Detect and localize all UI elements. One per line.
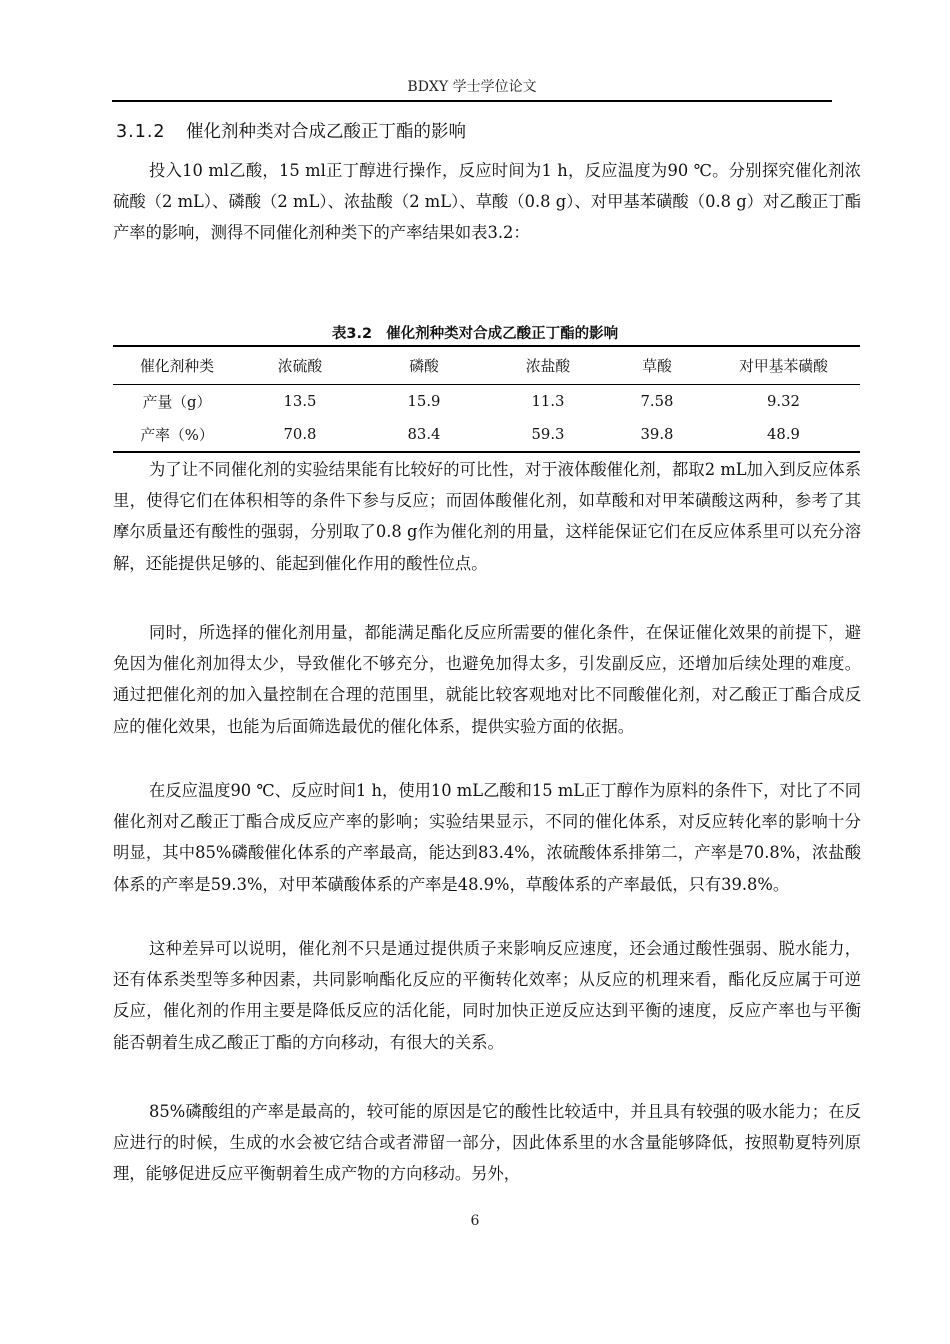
header-rule <box>112 100 832 102</box>
section-heading <box>116 118 466 143</box>
table-cell: 产率（%） <box>113 418 241 452</box>
table-cell: 产量（g） <box>142 393 212 411</box>
table-header-row <box>113 346 860 384</box>
section-number: 3.1.2 <box>116 122 166 142</box>
section-title: 催化剂种类对合成乙酸正丁酯的影响 <box>186 122 466 142</box>
table-header-cell: 磷酸 <box>359 346 489 384</box>
body-paragraph: 同时，所选择的催化剂用量，都能满足酯化反应所需要的催化条件，在保证催化效果的前提下，避免因为催化剂加得太少，导致催化不够充分，也避免加得太多，引发副反应，还增加后续处理的难度。通过把催化剂的加入量控制在合理的范围里，就能比较客观地对比不同酸催化剂，对乙酸正丁酯合成反应的催化效果，也能为后面筛选最优的催化体系，提供实验方面的依据。 <box>113 623 861 736</box>
table-caption-number: 表3.2 <box>331 326 373 342</box>
table-cell: 13.5 <box>283 392 317 410</box>
table-caption-title: 催化剂种类对合成乙酸正丁酯的影响 <box>386 326 619 342</box>
table-cell: 9.32 <box>767 392 800 410</box>
table-cell: 70.8 <box>241 418 359 452</box>
table-header-cell: 浓盐酸 <box>489 346 607 384</box>
table-cell: 39.8 <box>607 418 707 452</box>
table-cell: 59.3 <box>489 418 607 452</box>
table-header-cell: 浓硫酸 <box>241 346 359 384</box>
table-cell: 11.3 <box>531 392 565 410</box>
table-cell: 7.58 <box>640 392 674 410</box>
table-cell: 15.9 <box>407 392 441 410</box>
table-header-cell: 催化剂种类 <box>113 346 241 384</box>
running-header: BDXY 学士学位论文 <box>407 79 537 95</box>
table-header-cell: 对甲基苯磺酸 <box>707 346 860 384</box>
table-cell: 83.4 <box>359 418 489 452</box>
body-paragraph: 为了让不同催化剂的实验结果能有比较好的可比性，对于液体酸催化剂，都取2 mL加入到反应体系里，使得它们在体积相等的条件下参与反应；而固体酸催化剂，如草酸和对甲苯磺酸这两种，参考了其摩尔质量还有酸性的强弱，分别取了0.8 g作为催化剂的用量，这样能保证它们在反应体系里可以充分溶解，还能提供足够的、能起到催化作用的酸性位点。 <box>113 460 861 573</box>
table-caption <box>0 322 950 343</box>
table-header-cell: 草酸 <box>607 346 707 384</box>
table-row <box>113 418 860 452</box>
table-cell: 48.9 <box>707 418 860 452</box>
intro-paragraph: 投入10 ml乙酸，15 ml正丁醇进行操作，反应时间为1 h，反应温度为90 ℃。分别探究催化剂浓硫酸（2 mL）、磷酸（2 mL）、浓盐酸（2 mL）、草酸（0.8 g）、对甲基苯磺酸（0.8 g）对乙酸正丁酯产率的影响，测得不同催化剂种类下的产率结果如表3.2： <box>113 161 861 243</box>
table-row <box>113 384 860 418</box>
page-number: 6 <box>470 1213 480 1229</box>
catalyst-yield-table <box>113 345 860 453</box>
body-paragraph: 这种差异可以说明，催化剂不只是通过提供质子来影响反应速度，还会通过酸性强弱、脱水能力，还有体系类型等多种因素，共同影响酯化反应的平衡转化效率；从反应的机理来看，酯化反应属于可逆反应，催化剂的作用主要是降低反应的活化能，同时加快正逆反应达到平衡的速度，反应产率也与平衡能否朝着生成乙酸正丁酯的方向移动，有很大的关系。 <box>113 939 861 1052</box>
body-paragraph: 在反应温度90 ℃、反应时间1 h，使用10 mL乙酸和15 mL正丁醇作为原料的条件下，对比了不同催化剂对乙酸正丁酯合成反应产率的影响；实验结果显示，不同的催化体系，对反应转化率的影响十分明显，其中85%磷酸催化体系的产率最高，能达到83.4%，浓硫酸体系排第二，产率是70.8%，浓盐酸体系的产率是59.3%，对甲苯磺酸体系的产率是48.9%，草酸体系的产率最低，只有39.8%。 <box>113 781 861 894</box>
body-paragraph: 85%磷酸组的产率是最高的，较可能的原因是它的酸性比较适中，并且具有较强的吸水能力；在反应进行的时候，生成的水会被它结合或者滞留一部分，因此体系里的水含量能够降低，按照勒夏特列原理，能够促进反应平衡朝着生成产物的方向移动。另外， <box>113 1102 861 1184</box>
